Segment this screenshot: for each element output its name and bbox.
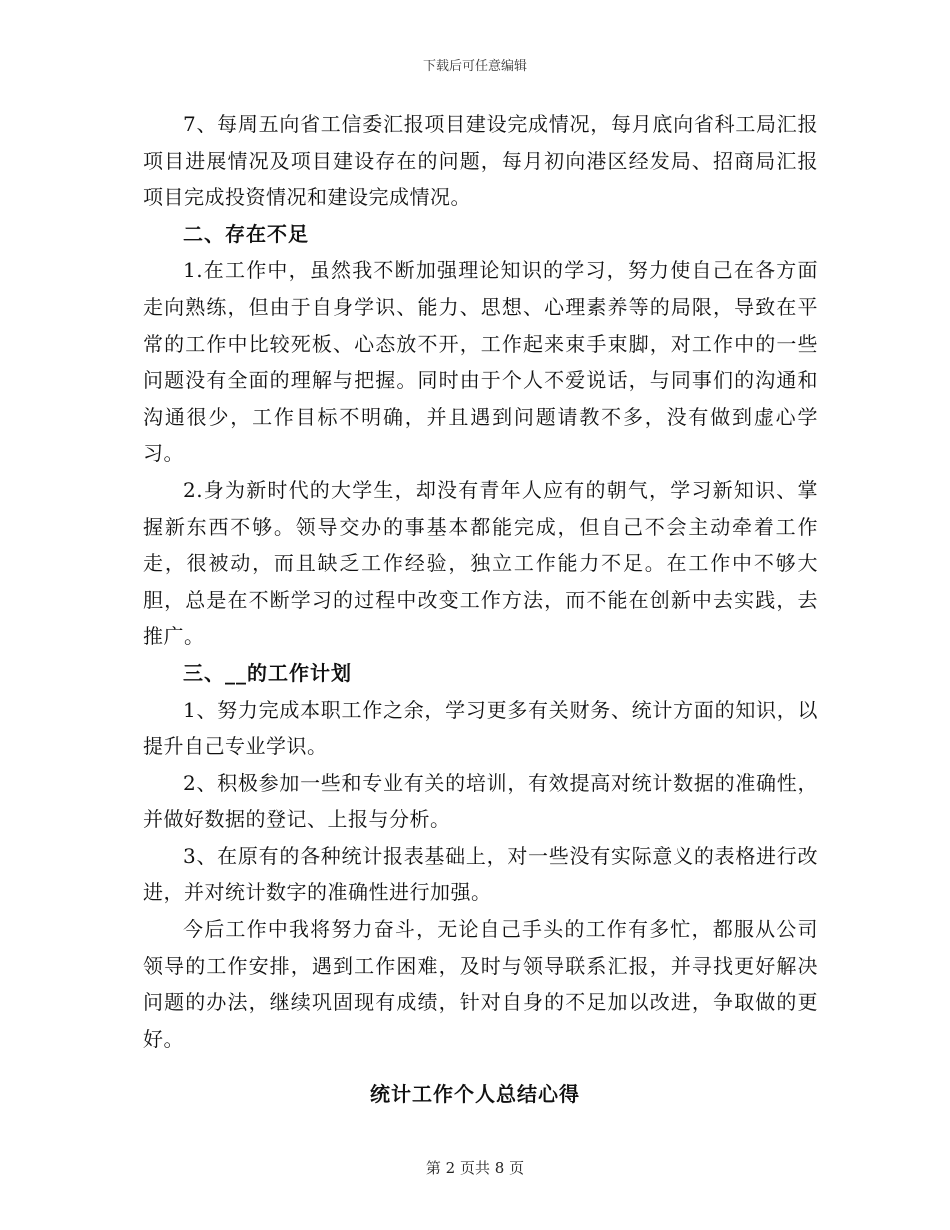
section-heading-shortcomings: 二、存在不足 [183,221,309,246]
document-body [143,106,818,1057]
paragraph-project-reporting: 7、每周五向省工信委汇报项目建设完成情况，每月底向省科工局汇报项目进展情况及项目建设存在的问题，每月初向港区经发局、招商局汇报项目完成投资情况和建设完成情况。 [143,112,818,210]
paragraph-shortcoming-1: 1.在工作中，虽然我不断加强理论知识的学习，努力使自己在各方面走向熟练，但由于自身学识、能力、思想、心理素养等的局限，导致在平常的工作中比较死板、心态放不开，工作起来束手束脚，对工作中的一些问题没有全面的理解与把握。同时由于个人不爱说话，与同事们的沟通和沟通很少，工作目标不明确，并且遇到问题请教不多，没有做到虚心学习。 [143,258,818,466]
paragraph-plan-2: 2、积极参加一些和专业有关的培训，有效提高对统计数据的准确性，并做好数据的登记、上报与分析。 [143,770,818,832]
paragraph-plan-1: 1、努力完成本职工作之余，学习更多有关财务、统计方面的知识，以提升自己专业学识。 [143,697,818,759]
section-heading-work-plan: 三、__的工作计划 [183,660,352,685]
paragraph-conclusion: 今后工作中我将努力奋斗，无论自己手头的工作有多忙，都服从公司领导的工作安排，遇到工作困难，及时与领导联系汇报，并寻找更好解决问题的办法，继续巩固现有成绩，针对自身的不足加以改进，争取做的更好。 [143,917,818,1051]
page-number: 第 2 页共 8 页 [425,1159,525,1177]
paragraph-plan-3: 3、在原有的各种统计报表基础上，对一些没有实际意义的表格进行改进，并对统计数字的准确性进行加强。 [143,843,818,905]
paragraph-shortcoming-2: 2.身为新时代的大学生，却没有青年人应有的朝气，学习新知识、掌握新东西不够。领导交办的事基本都能完成，但自己不会主动牵着工作走，很被动，而且缺乏工作经验，独立工作能力不足。在工作中不够大胆，总是在不断学习的过程中改变工作方法，而不能在创新中去实践，去推广。 [143,477,818,649]
header-note: 下载后可任意编辑 [422,59,527,74]
next-document-title: 统计工作个人总结心得 [370,1082,580,1106]
